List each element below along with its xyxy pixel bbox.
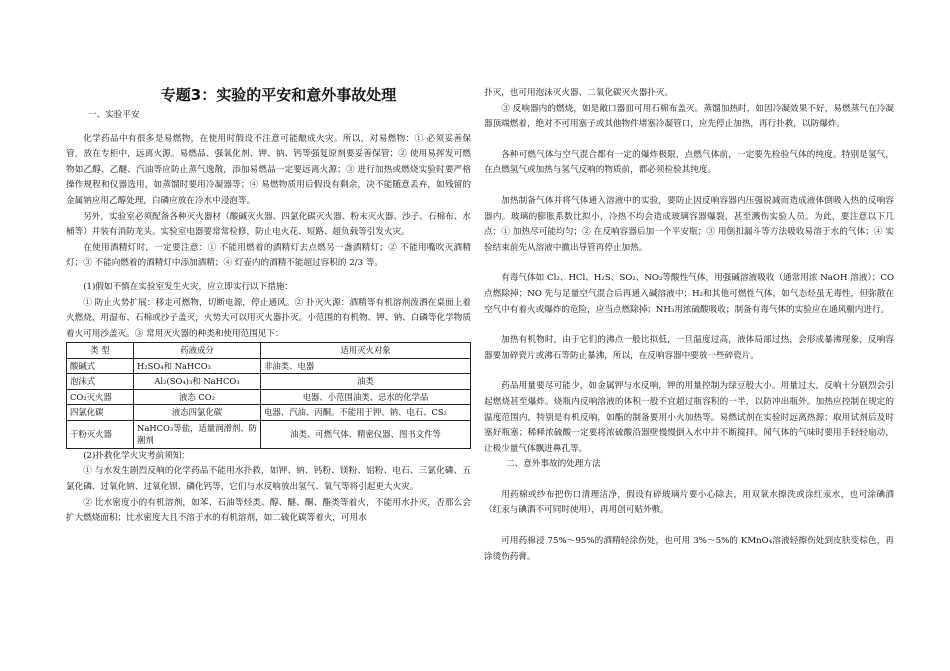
table-cell-target: 非油类、电器 (261, 358, 471, 374)
table-cell-agent: 液态四氯化碳 (134, 405, 261, 421)
extinguisher-table (66, 342, 471, 449)
table-row (67, 420, 471, 448)
paragraph-reactor-fire: ③ 反响器内的燃烧，如是敞口器皿可用石棉布盖灭。蒸馏加热时，如因冷凝效果不好，易燃蒸气在冷凝器顶端燃着，绝对不可用塞子或其他物件堵塞冷凝管口，应先停止加热，再行扑救，以防爆炸。 (484, 103, 894, 130)
table-cell-target: 电器、汽油、丙酮。不能用于钾、钠、电石、CS₂ (261, 405, 471, 421)
section-heading-accidents: 二、意外事故的处理方法 (506, 459, 601, 470)
paragraph-bumping: 加热有机物时，由于它们的沸点一般比拟低，一旦温度过高，液体局部过热，会形成暴沸现象，反响容器要加碎瓷片或沸石等防止暴沸，所以，在反响容器中要放一些碎瓷片。 (484, 335, 894, 361)
paragraph-fire-measures: ① 防止火势扩展：移走可燃物，切断电源，停止通风。② 扑灭火源：酒精等有机溶剂泼洒在桌面上着火燃烧，用湿布、石棉或沙子盖灭，火势大可以用灭火器扑灭。小范围的有机物、钾、钠、白磷等化学物质着火可用沙盖灭。③ 常用灭火器的种类和使用范围见下： (66, 297, 471, 339)
paragraph-organic-solvents: ② 比水密度小的有机溶剂，如苯、石油等烃类、醇、醚、酮、酯类等着火，不能用水扑灭，否那么会扩大燃烧面积；比水密度大且不溶于水的有机溶剂，如二硫化碳等着火，可用水 (66, 497, 471, 524)
table-header-row (67, 343, 471, 359)
page-title: 专题3：实验的平安和意外事故处理 (160, 86, 397, 104)
paragraph-continuation: 扑灭，也可用泡沫灭火器、二氧化碳灭火器扑灭。 (484, 88, 674, 98)
table-row (67, 389, 471, 405)
table-header-cell: 类 型 (67, 343, 134, 359)
table-cell-agent: 液态 CO₂ (134, 389, 261, 405)
table-header-cell: 适用灭火对象 (261, 343, 471, 359)
table-row (67, 374, 471, 390)
table-cell-type: 四氯化碳 (67, 405, 134, 421)
paragraph-fire-measures-heading: (1)假如不慎在实验室发生火灾，应立即实行以下措施： (83, 281, 294, 292)
table-cell-type: 泡沫式 (67, 374, 134, 390)
table-cell-target: 油类 (261, 374, 471, 390)
paragraph-precautions-heading: (2)扑救化学火灾考前须知： (83, 450, 190, 461)
paragraph-dosage: 药品用量要尽可能少，如金属钾与水反响，钾的用量控制为绿豆般大小。用量过大，反响十分剧烈会引起燃烧甚至爆炸。烧瓶内反响溶液的体积一般不宜超过瓶容积的一半，以防冲出瓶外。加热应控制在规定的温度范围内，特别是有机反响，如酯的制备要用小火加热等。易燃试剂在实验时远离热源；取用试剂后及时塞好瓶塞；稀释浓硫酸一定要将浓硫酸沿器壁慢慢倒入水中并不断搅拌。闻气体的气味时要用手轻轻扇动，让极少量气体飘进鼻孔等。 (484, 381, 894, 454)
paragraph-toxic-gas: 有毒气体如 Cl₂、HCl、H₂S、SO₂、NO₂等酸性气体，用强碱溶液吸收（通常用浓 NaOH 溶液）；CO 点燃除掉；NO 先与足量空气混合后再通入碱溶液中；H₂和其他可燃性气体，如气态烃虽无毒性，但弥散在空气中有着火或爆炸的危险，应当点燃除掉；NH₃用浓硫酸吸收；制备有毒气体的实验应在通风橱内进行。 (484, 273, 894, 315)
table-cell-agent: Al₂(SO₄)₃和 NaHCO₃ (134, 374, 261, 390)
left-column (66, 84, 471, 527)
paragraph-suck-back: 加热制备气体并将气体通入溶液中的实验，要防止因反响容器内压强锐减而造成液体倒吸入热的反响容器内。玻璃的膨胀系数比拟小，冷热不均会造成玻璃容器爆裂，甚至溅伤实验人员。为此，要注意以下几点：① 加热尽可能均匀；② 在反响容器后加一个平安瓶；③ 用倒扣漏斗等方法吸收易溶于水的气体；④ 实验结束前先从溶液中撤出导管再停止加热。 (484, 195, 894, 253)
paragraph-water-reactive: ① 与水发生剧烈反响的化学药品不能用水扑救，如钾、钠、钙粉、镁粉、铝粉、电石、三氯化磷、五氯化磷、过氧化钠、过氧化钡、磷化钙等，它们与水反响放出氢气、氧气等将引起更大火灾。 (66, 466, 471, 492)
paragraph-flammables: 化学药品中有很多是易燃物，在使用时假设不注意可能酿成火灾。所以，对易燃物：① 必须妥善保管，放在专柜中，远离火源。易燃品、强氧化剂、钾、钠、钙等强复原剂要妥善保管；② 使用易挥发可燃物如乙醇、乙醚、汽油等应防止蒸气逸散，添加易燃品一定要远离火源；③ 进行加热或燃烧实验时要严格操作规程和仪器选用，如蒸馏时要用冷凝器等；④ 易燃物质用后假设有剩余，决不能随意丢弃，如残留的金属钠应用乙醇处理，白磷应放在冷水中浸泡等。 (66, 133, 471, 206)
table-header-cell: 药液成分 (134, 343, 261, 359)
table-cell-agent: NaHCO₃等盐，适量润滑剂、防潮剂 (134, 420, 261, 448)
section-heading-safety: 一、实验平安 (88, 110, 140, 120)
table-cell-type: 干粉灭火器 (67, 420, 134, 448)
right-column (484, 86, 894, 565)
table-cell-agent: H₂SO₄和 NaHCO₃ (134, 358, 261, 374)
paragraph-gas-purity: 各种可燃气体与空气混合都有一定的爆炸极限，点燃气体前，一定要先检验气体的纯度。特别是氢气，在点燃氢气或加热与氢气反响的物质前，都必须检验其纯度。 (484, 149, 894, 176)
paragraph-burns: 可用药棉浸 75%～95%的酒精轻涂伤处，也可用 3%～5%的 KMnO₄溶液轻擦伤处到皮肤变棕色，再涂烫伤药膏。 (484, 536, 894, 562)
table-row (67, 405, 471, 421)
paragraph-extinguishing-equipment: 另外，实验室必须配备各种灭火器材（酸碱灭火器、四氯化碳灭火器、粉末灭火器、沙子、石棉布、水桶等）并装有消防龙头。实验室电器要常常检修，防止电火花、短路、超负载等引发火灾。 (66, 211, 471, 238)
paragraph-cuts: 用药棉或纱布把伤口清理洁净，假设有碎玻璃片要小心除去，用双氧水擦洗或涂红汞水，也可涂碘酒（红汞与碘酒不可同时使用），再用创可贴外敷。 (484, 489, 894, 516)
table-cell-target: 电器、小范围油类、忌水的化学品 (261, 389, 471, 405)
paragraph-alcohol-lamp: 在使用酒精灯时，一定要注意：① 不能用燃着的酒精灯去点燃另一盏酒精灯；② 不能用嘴吹灭酒精灯；③ 不能向燃着的酒精灯中添加酒精；④ 灯壶内的酒精不能超过容积的 2/3 等。 (66, 242, 471, 269)
table-row (67, 358, 471, 374)
table-cell-type: CO₂灭火器 (67, 389, 134, 405)
table-cell-target: 油类、可燃气体、精密仪器、图书文件等 (261, 420, 471, 448)
table-cell-type: 酸碱式 (67, 358, 134, 374)
